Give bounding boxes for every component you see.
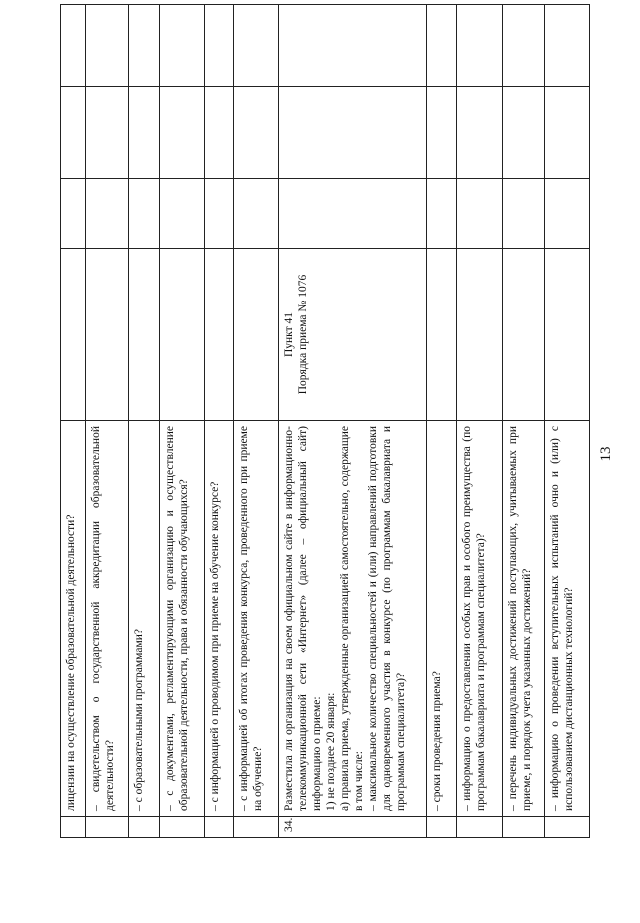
question-text: Разместила ли организация на своем официальном сайте в информационно-телекоммуникационной сети «Интернет» (далее – официальный сайт) информацию о приеме: bbox=[282, 426, 323, 811]
note-cell bbox=[503, 5, 545, 87]
row-number bbox=[503, 817, 545, 838]
row-number bbox=[545, 817, 590, 838]
answer-yes-cell bbox=[128, 179, 160, 249]
answer-yes-cell bbox=[234, 179, 278, 249]
question-cell bbox=[86, 421, 128, 817]
question-text: – свидетельством о государственной аккредитации образовательной деятельности? bbox=[90, 426, 117, 811]
question-text: – сроки проведения приема? bbox=[431, 671, 443, 811]
row-number bbox=[160, 817, 204, 838]
legal-basis-cell bbox=[545, 249, 590, 421]
question-text: – максимальное количество специальностей и (или) направлений подготовки для одновременного участия в конкурсе (по программам бакалавриата и программам специалитета)? bbox=[366, 426, 408, 811]
legal-basis-cell bbox=[456, 249, 503, 421]
question-text: а) правила приема, утвержденные организацией самостоятельно, содержащие в том числе: bbox=[338, 426, 365, 811]
answer-no-cell bbox=[128, 87, 160, 179]
note-cell bbox=[427, 5, 457, 87]
legal-basis-text: Пункт 41 bbox=[282, 311, 295, 358]
table-row bbox=[204, 5, 234, 838]
row-number bbox=[204, 817, 234, 838]
answer-yes-cell bbox=[160, 179, 204, 249]
question-cell bbox=[128, 421, 160, 817]
legal-basis-text: Порядка приема № 1076 bbox=[296, 274, 309, 395]
answer-yes-cell bbox=[545, 179, 590, 249]
legal-basis-cell bbox=[204, 249, 234, 421]
answer-no-cell bbox=[456, 87, 503, 179]
row-number: 34. bbox=[278, 817, 426, 838]
answer-no-cell bbox=[234, 87, 278, 179]
table-row bbox=[234, 5, 278, 838]
answer-no-cell bbox=[427, 87, 457, 179]
question-cell bbox=[204, 421, 234, 817]
question-text: – с информацией о проводимом при приеме на обучение конкурсе? bbox=[208, 481, 221, 811]
note-cell bbox=[128, 5, 160, 87]
legal-basis-cell bbox=[503, 249, 545, 421]
note-cell bbox=[160, 5, 204, 87]
legal-basis-cell bbox=[61, 249, 86, 421]
table-row bbox=[61, 5, 86, 838]
answer-no-cell bbox=[61, 87, 86, 179]
table-row bbox=[128, 5, 160, 838]
answer-no-cell bbox=[545, 87, 590, 179]
legal-basis-cell bbox=[160, 249, 204, 421]
table-row bbox=[160, 5, 204, 838]
row-number bbox=[61, 817, 86, 838]
legal-basis-cell bbox=[278, 249, 426, 421]
question-text: 1) не позднее 20 января: bbox=[324, 692, 337, 811]
answer-yes-cell bbox=[278, 179, 426, 249]
table-row bbox=[278, 5, 426, 838]
question-cell bbox=[503, 421, 545, 817]
table-row bbox=[545, 5, 590, 838]
note-cell bbox=[86, 5, 128, 87]
row-number bbox=[234, 817, 278, 838]
question-text: – перечень индивидуальных достижений поступающих, учитываемых при приеме, и порядок учета указанных достижений? bbox=[507, 426, 534, 811]
question-cell bbox=[545, 421, 590, 817]
legal-basis-cell bbox=[234, 249, 278, 421]
note-cell bbox=[278, 5, 426, 87]
table-row bbox=[86, 5, 128, 838]
row-number bbox=[128, 817, 160, 838]
answer-yes-cell bbox=[456, 179, 503, 249]
question-text: – с образовательными программами? bbox=[132, 628, 145, 811]
answer-yes-cell bbox=[86, 179, 128, 249]
legal-basis-cell bbox=[427, 249, 457, 421]
row-number bbox=[427, 817, 457, 838]
answer-no-cell bbox=[503, 87, 545, 179]
table-row bbox=[427, 5, 457, 838]
note-cell bbox=[234, 5, 278, 87]
checklist-table bbox=[60, 4, 590, 838]
legal-basis-cell bbox=[86, 249, 128, 421]
question-cell bbox=[456, 421, 503, 817]
question-text: – информацию о проведении вступительных испытаний очно и (или) с использованием дистанционных технологий? bbox=[549, 426, 576, 811]
question-cell bbox=[427, 421, 457, 817]
note-cell bbox=[204, 5, 234, 87]
legal-basis-cell bbox=[128, 249, 160, 421]
answer-no-cell bbox=[278, 87, 426, 179]
row-number bbox=[86, 817, 128, 838]
answer-yes-cell bbox=[427, 179, 457, 249]
answer-yes-cell bbox=[503, 179, 545, 249]
note-cell bbox=[456, 5, 503, 87]
checklist-table-body bbox=[61, 5, 590, 838]
question-cell bbox=[61, 421, 86, 817]
question-text: лицензии на осуществление образовательной деятельности? bbox=[65, 514, 77, 811]
page-number: 13 bbox=[598, 446, 614, 462]
answer-no-cell bbox=[86, 87, 128, 179]
question-text: – с документами, регламентирующими организацию и осуществление образовательной деятельности, права и обязанности обучающихся? bbox=[164, 426, 191, 811]
question-text: – с информацией об итогах проведения конкурса, проведенного при приеме на обучение? bbox=[238, 426, 265, 811]
question-cell bbox=[278, 421, 426, 817]
row-number bbox=[456, 817, 503, 838]
note-cell bbox=[61, 5, 86, 87]
table-row bbox=[456, 5, 503, 838]
answer-no-cell bbox=[160, 87, 204, 179]
question-cell bbox=[160, 421, 204, 817]
answer-yes-cell bbox=[61, 179, 86, 249]
question-cell bbox=[234, 421, 278, 817]
note-cell bbox=[545, 5, 590, 87]
table-row bbox=[503, 5, 545, 838]
question-text: – информацию о предоставлении особых прав и особого преимущества (по программам бакалавриата и программам специалитета)? bbox=[460, 426, 487, 811]
answer-no-cell bbox=[204, 87, 234, 179]
answer-yes-cell bbox=[204, 179, 234, 249]
